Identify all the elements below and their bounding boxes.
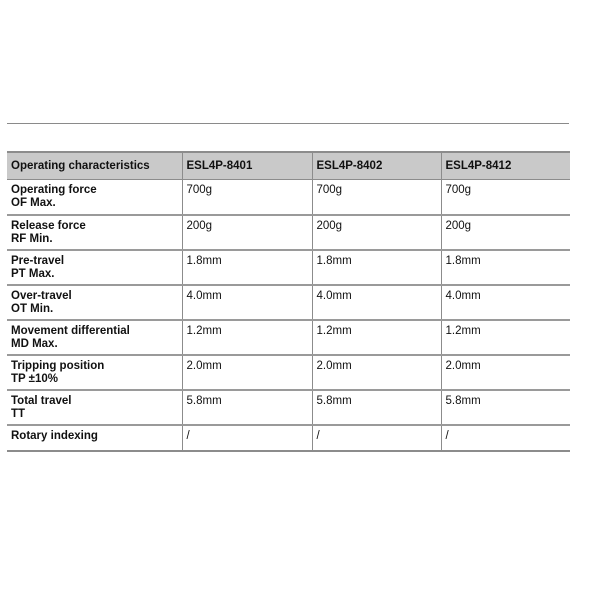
table-cell: 1.2mm [182, 320, 312, 355]
table-row [7, 250, 570, 285]
characteristic-name: Total travel [11, 394, 72, 407]
characteristic-symbol: OT Min. [11, 302, 54, 315]
row-label [7, 425, 182, 451]
column-header-model: ESL4P-8401 [182, 152, 312, 180]
characteristic-name: Movement differential [11, 324, 130, 337]
table-cell: / [182, 425, 312, 451]
top-divider [7, 123, 569, 124]
row-label [7, 320, 182, 355]
characteristic-name: Over-travel [11, 289, 72, 302]
table-cell: 4.0mm [441, 285, 570, 320]
column-header-model: ESL4P-8402 [312, 152, 441, 180]
table-cell: 1.2mm [441, 320, 570, 355]
characteristic-name: Rotary indexing [11, 429, 98, 442]
table-cell: 700g [182, 180, 312, 215]
table-cell: 5.8mm [441, 390, 570, 425]
row-label [7, 180, 182, 215]
table-cell: 200g [312, 215, 441, 250]
column-header-model: ESL4P-8412 [441, 152, 570, 180]
table-cell: 700g [312, 180, 441, 215]
characteristic-name: Release force [11, 219, 86, 232]
table-cell: / [441, 425, 570, 451]
table-cell: / [312, 425, 441, 451]
characteristic-name: Tripping position [11, 359, 105, 372]
characteristic-symbol: MD Max. [11, 337, 58, 350]
table-cell: 5.8mm [312, 390, 441, 425]
row-label [7, 285, 182, 320]
characteristic-name: Operating force [11, 184, 97, 196]
characteristic-name: Pre-travel [11, 254, 65, 267]
row-label [7, 390, 182, 425]
table-cell: 4.0mm [182, 285, 312, 320]
column-header-characteristics: Operating characteristics [7, 152, 182, 180]
table-cell: 2.0mm [182, 355, 312, 390]
table-cell: 2.0mm [312, 355, 441, 390]
table-cell: 2.0mm [441, 355, 570, 390]
table-cell: 200g [182, 215, 312, 250]
table-row [7, 320, 570, 355]
table-cell: 5.8mm [182, 390, 312, 425]
table-cell: 1.8mm [441, 250, 570, 285]
table-row [7, 215, 570, 250]
table-row [7, 285, 570, 320]
characteristic-symbol: RF Min. [11, 232, 53, 245]
table-row [7, 180, 570, 215]
table-cell: 700g [441, 180, 570, 215]
table-header-row [7, 152, 570, 180]
table-row [7, 425, 570, 451]
table-cell: 200g [441, 215, 570, 250]
table-cell: 1.2mm [312, 320, 441, 355]
table-row [7, 390, 570, 425]
row-label [7, 215, 182, 250]
characteristic-symbol: PT Max. [11, 267, 55, 280]
characteristic-symbol: TP ±10% [11, 372, 59, 385]
characteristic-symbol: TT [11, 407, 26, 420]
row-label [7, 355, 182, 390]
table-cell: 4.0mm [312, 285, 441, 320]
table-cell: 1.8mm [312, 250, 441, 285]
table-row [7, 355, 570, 390]
row-label [7, 250, 182, 285]
table-cell: 1.8mm [182, 250, 312, 285]
characteristic-symbol: OF Max. [11, 197, 56, 209]
specifications-table [7, 151, 570, 452]
